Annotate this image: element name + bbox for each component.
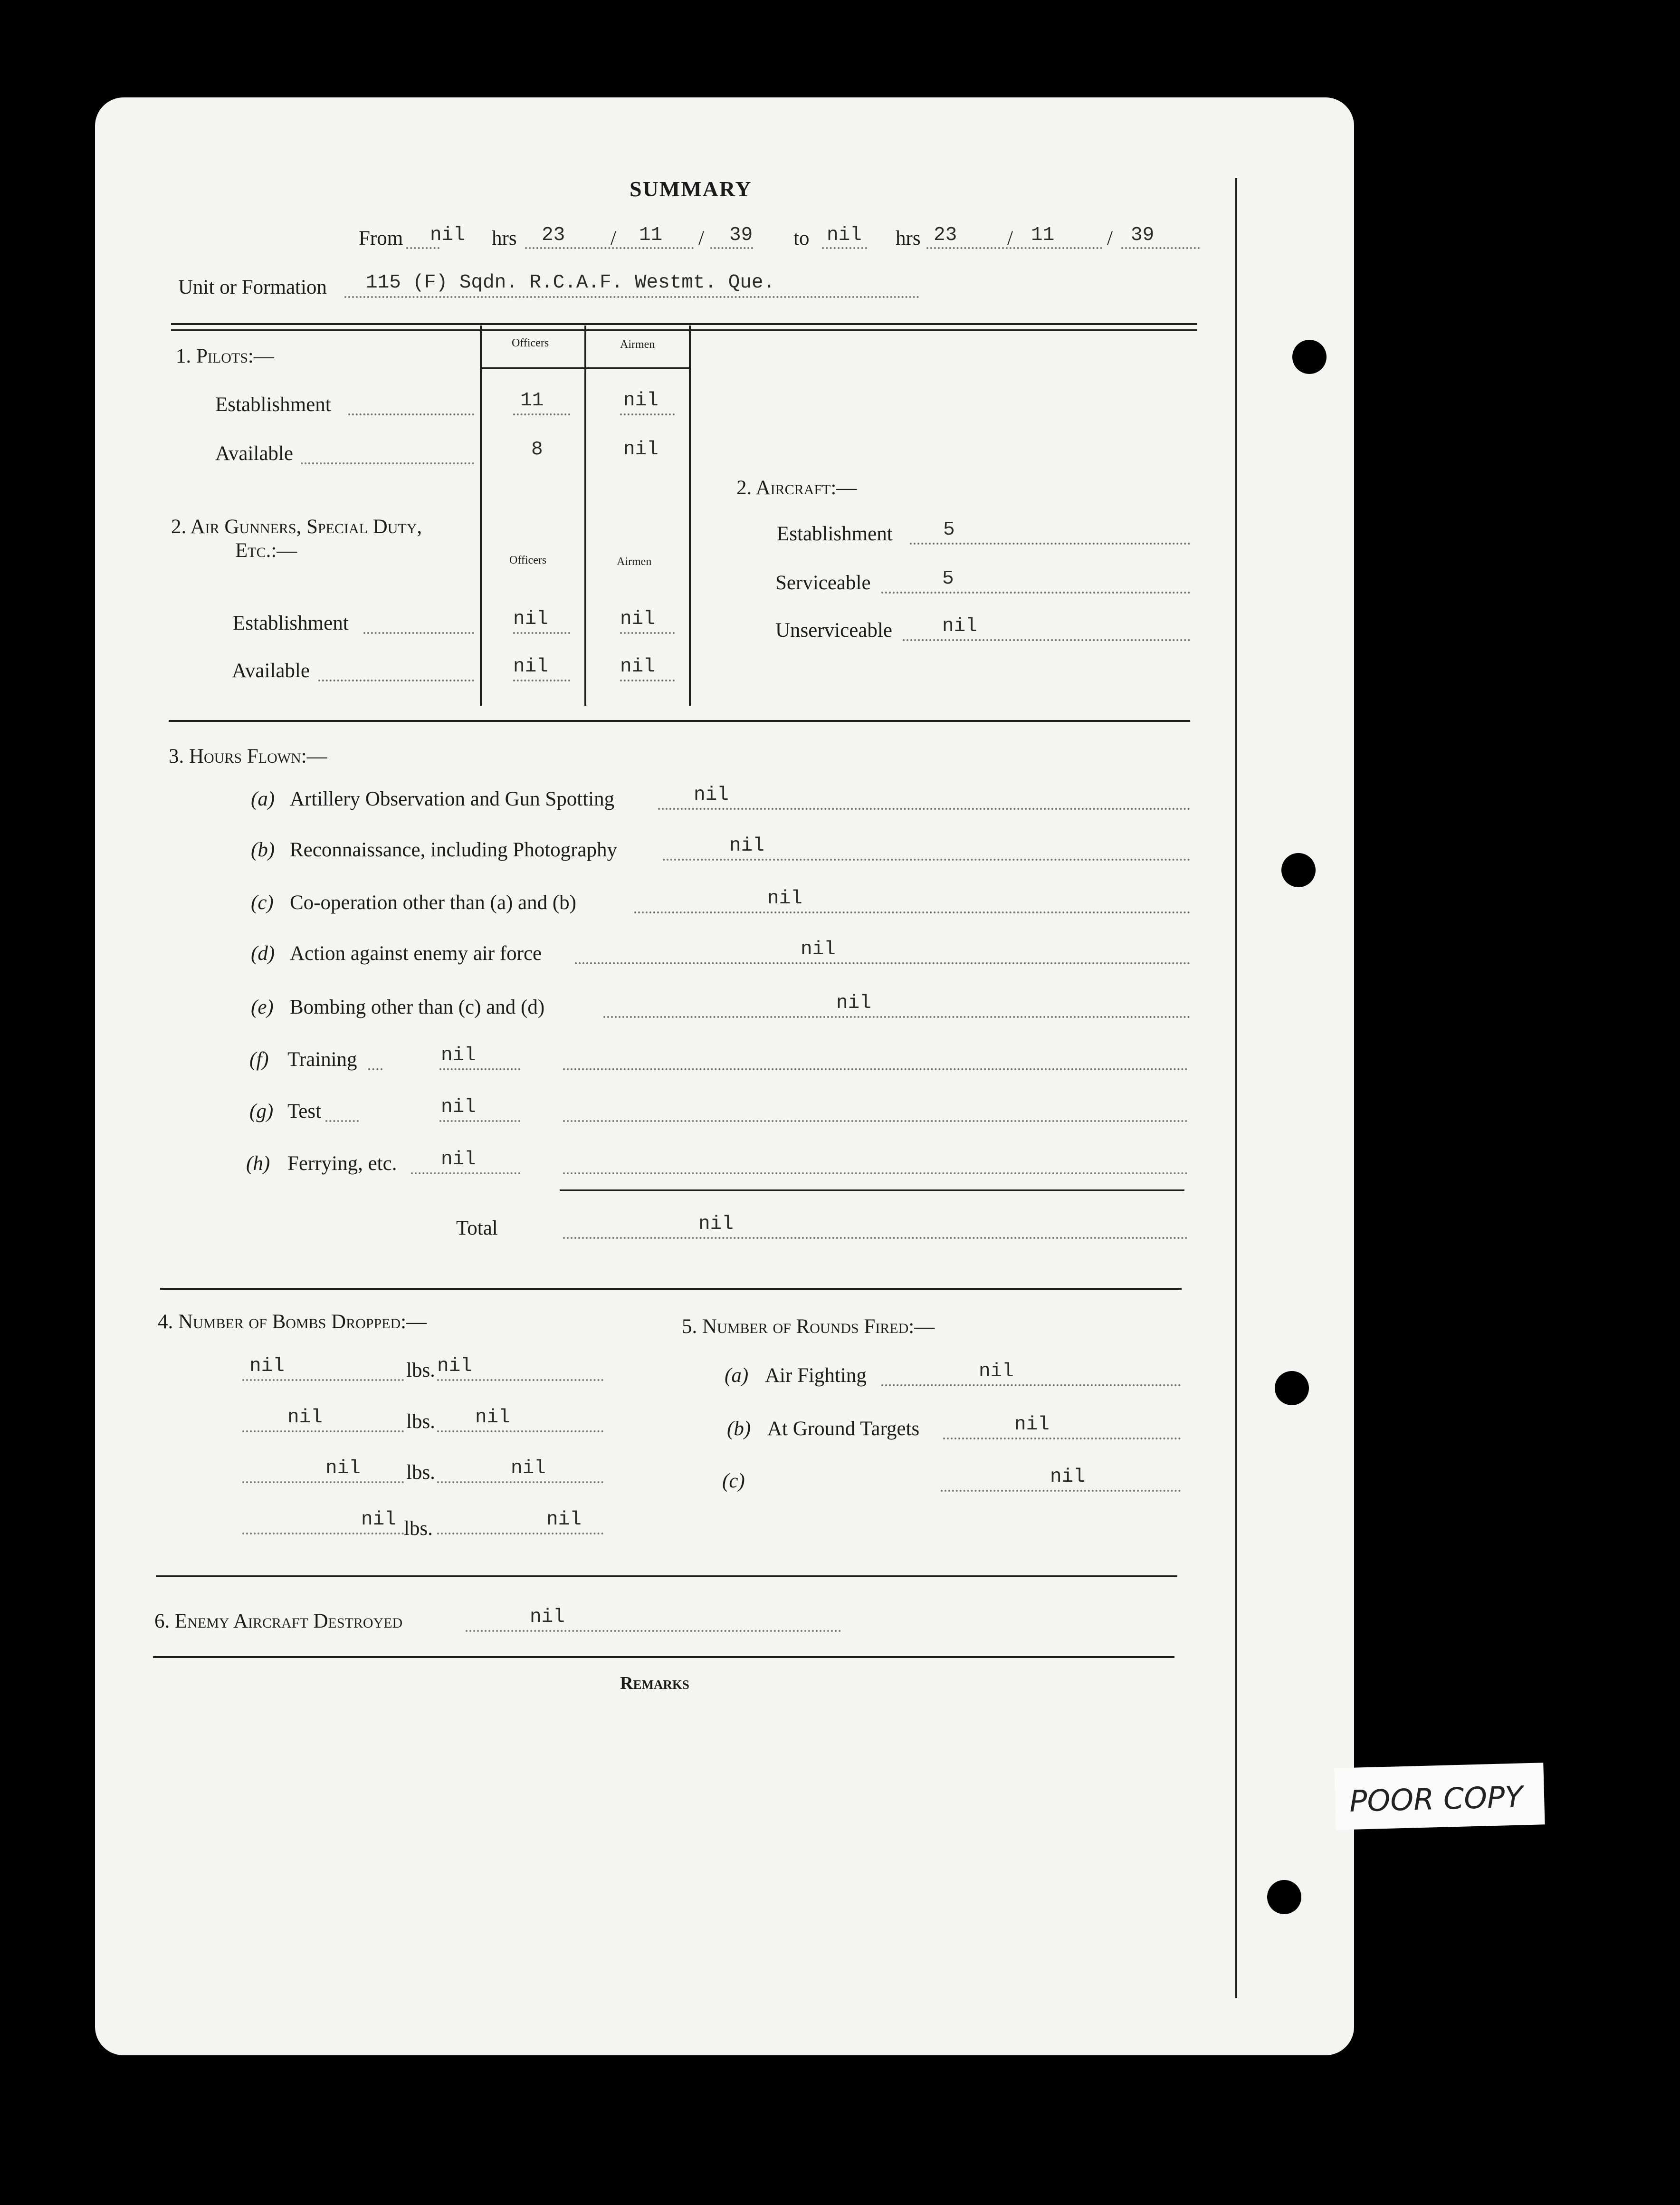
poor-copy-note [1334, 1763, 1545, 1830]
aircraft-establishment-value: 5 [943, 519, 955, 541]
from-hrs-label: hrs [492, 227, 517, 249]
from-hours-value: nil [430, 224, 465, 246]
to-hours-value: nil [827, 224, 862, 246]
hours-g-value: nil [441, 1096, 476, 1118]
to-label: to [793, 227, 810, 249]
hours-f-value: nil [441, 1045, 476, 1066]
from-month-value: 11 [639, 224, 663, 246]
punch-hole [1275, 1371, 1309, 1405]
hours-a-value: nil [694, 784, 729, 806]
hours-c-value: nil [767, 888, 802, 910]
gunners-officers-header: Officers [509, 554, 547, 566]
hours-flown-heading: 3. Hours Flown:— [169, 745, 327, 767]
hours-e-value: nil [836, 992, 871, 1014]
bombs-heading: 4. Number of Bombs Dropped:— [158, 1311, 427, 1333]
aircraft-unserviceable-label: Unserviceable [775, 619, 892, 642]
enemy-aircraft-label: 6. Enemy Aircraft Destroyed [154, 1610, 403, 1632]
aircraft-establishment-label: Establishment [777, 523, 893, 545]
hours-h-value: nil [441, 1149, 476, 1170]
gunners-available-airmen: nil [620, 656, 655, 678]
pilots-establishment-airmen: nil [623, 390, 659, 412]
to-month-value: 11 [1031, 224, 1055, 246]
aircraft-unserviceable-value: nil [942, 615, 977, 637]
summary-form-sheet: SUMMARY From nil hrs 23 / 11 / 39 to nil hrs 23 / 11 / 39 Unit or Formation 115 (F) Sqdn. R.C.A.F. Westmt. Que. Officers Airmen 1. Pilots:— Establishment 11 nil Available 8 nil 2. Air Gunners, Special Duty, Etc.:— Officers Airmen Establishment nil nil Available nil nil 2. Aircraft:— Establishment 5 Serviceable 5 Unserviceable nil 3. Hours Flown:— (a) Artillery Observation and Gun Spotting nil (b) Reconnaissance, including Photography nil (c) Co-operation other than (a) and (b) nil (d) Action against enemy air force nil (e) Bombing other than (c) and (d) nil (f) Training nil (g) Test nil (h) Ferrying, etc. nil Total nil 4. Number of Bombs Dropped:— nil lbs. nil nil lbs. nil nil lbs. nil nil lbs. nil 5. Number of Rounds Fired:— (a) Air Fighting nil (b) At Ground Targets nil (c) nil 6. Enemy Aircraft Destroyed nil Remarks [95, 97, 1354, 2055]
air-gunners-heading-line2: Etc.:— [235, 539, 297, 562]
air-gunners-heading-line1: 2. Air Gunners, Special Duty, [171, 516, 422, 538]
aircraft-serviceable-value: 5 [942, 568, 954, 590]
remarks-label: Remarks [620, 1673, 689, 1693]
pilots-available-label: Available [215, 442, 293, 465]
rounds-c-value: nil [1050, 1466, 1085, 1488]
hours-total-label: Total [456, 1217, 498, 1239]
hours-b-value: nil [729, 835, 764, 857]
unit-label: Unit or Formation [178, 276, 327, 298]
punch-hole [1281, 853, 1316, 887]
poor-copy-text: POOR COPY [1349, 1779, 1524, 1819]
from-year-value: 39 [729, 224, 753, 246]
gunners-establishment-label: Establishment [233, 612, 349, 634]
to-year-value: 39 [1131, 224, 1155, 246]
pilots-officers-header: Officers [512, 337, 549, 349]
rounds-b-value: nil [1014, 1414, 1050, 1436]
unit-value: 115 (F) Sqdn. R.C.A.F. Westmt. Que. [366, 272, 775, 294]
from-label: From [359, 227, 403, 249]
hours-d-value: nil [801, 939, 836, 960]
gunners-establishment-airmen: nil [620, 608, 655, 630]
rounds-a-value: nil [979, 1361, 1014, 1382]
pilots-airmen-header: Airmen [620, 338, 655, 351]
gunners-airmen-header: Airmen [617, 556, 652, 568]
gunners-establishment-officers: nil [513, 608, 548, 630]
gunners-available-officers: nil [513, 656, 548, 678]
rounds-heading: 5. Number of Rounds Fired:— [682, 1315, 935, 1338]
aircraft-serviceable-label: Serviceable [775, 572, 871, 594]
pilots-heading: 1. Pilots:— [176, 345, 274, 367]
pilots-establishment-officers: 11 [520, 390, 544, 412]
enemy-aircraft-value: nil [530, 1606, 565, 1628]
punch-hole [1292, 340, 1327, 374]
aircraft-heading: 2. Aircraft:— [736, 477, 857, 499]
pilots-available-airmen: nil [623, 439, 659, 460]
to-day-value: 23 [934, 224, 957, 246]
pilots-establishment-label: Establishment [215, 393, 331, 416]
punch-hole [1267, 1880, 1301, 1914]
form-title: SUMMARY [630, 177, 752, 201]
gunners-available-label: Available [232, 660, 310, 682]
hours-total-value: nil [698, 1213, 734, 1235]
to-hrs-label: hrs [896, 227, 921, 249]
pilots-available-officers: 8 [531, 439, 543, 460]
from-day-value: 23 [542, 224, 565, 246]
